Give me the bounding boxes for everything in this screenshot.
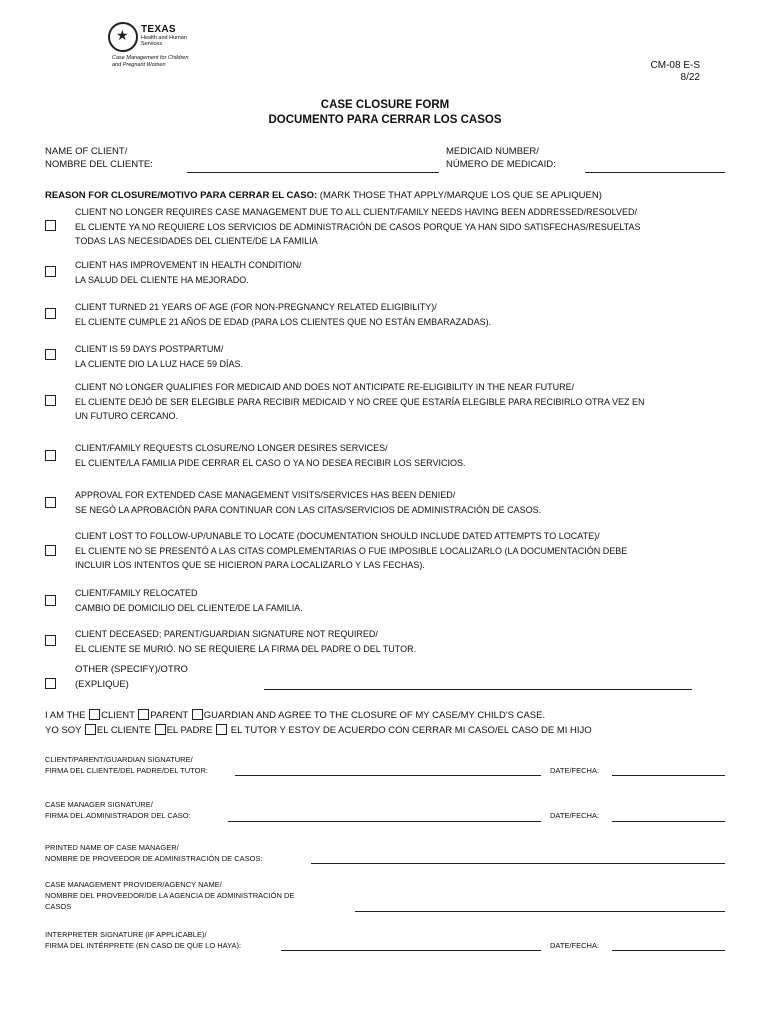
client-name-label-es: NOMBRE DEL CLIENTE:	[45, 159, 153, 170]
parent-checkbox[interactable]	[138, 709, 149, 720]
client-checkbox[interactable]	[89, 709, 100, 720]
reason-line: CLIENT NO LONGER REQUIRES CASE MANAGEMENT DUE TO ALL CLIENT/FAMILY NEEDS HAVING BEEN ADDRESSED/RESOLVED/	[75, 207, 637, 217]
reason-line: CLIENT HAS IMPROVEMENT IN HEALTH CONDITION/	[75, 260, 302, 270]
checkbox[interactable]	[45, 395, 56, 406]
date-label: DATE/FECHA:	[550, 811, 600, 820]
reason-text	[75, 441, 725, 470]
medicaid-label-es: NÚMERO DE MEDICAID:	[446, 159, 556, 170]
checkbox[interactable]	[45, 678, 56, 689]
hhs-logo	[108, 22, 218, 82]
reason-line: SE NEGÓ LA APROBACIÓN PARA CONTINUAR CON LAS CITAS/SERVICIOS DE ADMINISTRACIÓN DE CASOS.	[75, 504, 542, 515]
date-label: DATE/FECHA:	[550, 941, 600, 950]
reason-text	[75, 342, 725, 371]
interpreter-signature-label	[45, 929, 241, 951]
sig-label-es: NOMBRE DE PROVEEDOR DE ADMINISTRACIÓN DE CASOS:	[45, 854, 263, 863]
case-manager-signature-label	[45, 799, 191, 821]
checkbox[interactable]	[45, 266, 56, 277]
reason-header-note: (MARK THOSE THAT APPLY/MARQUE LOS QUE SE APLIQUEN)	[317, 190, 602, 201]
form-title-es: DOCUMENTO PARA CERRAR LOS CASOS	[268, 114, 502, 126]
sig-label-en: CASE MANAGEMENT PROVIDER/AGENCY NAME/	[45, 880, 222, 889]
logo-program	[112, 55, 188, 69]
reason-line: CLIENT IS 59 DAYS POSTPARTUM/	[75, 344, 224, 354]
reason-line: APPROVAL FOR EXTENDED CASE MANAGEMENT VISITS/SERVICES HAS BEEN DENIED/	[75, 490, 456, 500]
reason-line: LA CLIENTE DIO LA LUZ HACE 59 DÍAS.	[75, 358, 244, 369]
sig-label-en: INTERPRETER SIGNATURE (IF APPLICABLE)/	[45, 930, 207, 939]
reason-line: UN FUTURO CERCANO.	[75, 411, 178, 421]
reason-text	[75, 205, 725, 249]
checkbox[interactable]	[45, 349, 56, 360]
reason-line: EL CLIENTE SE MURIÓ. NO SE REQUIERE LA FIRMA DEL PADRE O DEL TUTOR.	[75, 643, 417, 654]
interpreter-signature-field[interactable]	[281, 950, 541, 951]
padre-checkbox[interactable]	[155, 724, 166, 735]
client-name-label-en: NAME OF CLIENT/	[45, 146, 128, 157]
provider-name-field[interactable]	[355, 911, 725, 912]
reason-line: CLIENT TURNED 21 YEARS OF AGE (FOR NON-PREGNANCY RELATED ELIGIBILITY)/	[75, 302, 437, 312]
reason-line: CLIENT/FAMILY RELOCATED	[75, 588, 198, 598]
sig-label-es: FIRMA DEL CLIENTE/DEL PADRE/DEL TUTOR:	[45, 766, 208, 775]
other-specify-field[interactable]	[264, 689, 692, 690]
logo-title: TEXAS	[141, 24, 176, 35]
client-name-field[interactable]	[187, 172, 439, 173]
interpreter-date-field[interactable]	[612, 950, 725, 951]
sig-label-en: CASE MANAGER SIGNATURE/	[45, 800, 153, 809]
reason-line: CLIENT LOST TO FOLLOW-UP/UNABLE TO LOCATE (DOCUMENTATION SHOULD INCLUDE DATED ATTEMPTS TO LOCATE)/	[75, 531, 600, 541]
checkbox[interactable]	[45, 450, 56, 461]
ack-parent-label: PARENT	[150, 710, 191, 721]
sig-label-es: NOMBRE DEL PROVEEDOR/DE LA AGENCIA DE ADMINISTRACIÓN DE	[45, 891, 295, 900]
client-signature-label	[45, 754, 208, 776]
sig-label-es-2: CASOS	[45, 902, 72, 911]
reason-line: CLIENT NO LONGER QUALIFIES FOR MEDICAID AND DOES NOT ANTICIPATE RE-ELIGIBILITY IN THE NEAR FUTURE/	[75, 382, 575, 392]
reason-line: LA SALUD DEL CLIENTE HA MEJORADO.	[75, 274, 249, 285]
provider-name-label	[45, 879, 294, 912]
printed-name-field[interactable]	[311, 863, 725, 864]
reason-line: OTHER (SPECIFY)/OTRO	[75, 664, 188, 675]
logo-line-2: Services	[141, 41, 163, 47]
sig-label-es: FIRMA DEL ADMINISTRADOR DEL CASO:	[45, 811, 191, 820]
checkbox[interactable]	[45, 497, 56, 508]
reason-text	[75, 258, 725, 287]
ack-prefix: I AM THE	[45, 710, 89, 721]
form-title-en: CASE CLOSURE FORM	[320, 99, 450, 111]
reason-line: EL CLIENTE DEJÓ DE SER ELEGIBLE PARA RECIBIR MEDICAID Y NO CREE QUE ESTARÍA ELEGIBLE PARA RECIBIRLO OTRA VEZ EN	[75, 396, 645, 407]
ack-guardian-label: EL TUTOR Y ESTOY DE ACUERDO CON CERRAR MI CASO/EL CASO DE MI HIJO	[228, 725, 592, 736]
client-signature-field[interactable]	[235, 775, 541, 776]
form-number-code: CM-08 E-S	[650, 60, 700, 71]
reason-line: EL CLIENTE NO SE PRESENTÓ A LAS CITAS COMPLEMENTARIAS O FUE IMPOSIBLE LOCALIZARLO (LA DOCUMENTACIÓN DEBE	[75, 545, 628, 556]
ack-client-label: CLIENT	[101, 710, 138, 721]
ack-prefix: YO SOY	[45, 725, 84, 736]
cliente-checkbox[interactable]	[85, 724, 96, 735]
reason-line: CLIENT/FAMILY REQUESTS CLOSURE/NO LONGER DESIRES SERVICES/	[75, 443, 388, 453]
logo-agency	[141, 35, 187, 47]
logo-sub-2: and Pregnant Women	[112, 62, 166, 68]
reason-line: CLIENT DECEASED; PARENT/GUARDIAN SIGNATURE NOT REQUIRED/	[75, 629, 378, 639]
medicaid-number-label	[446, 145, 556, 171]
reason-text	[75, 586, 725, 615]
reason-header	[45, 190, 602, 201]
tutor-checkbox[interactable]	[216, 724, 227, 735]
ack-parent-label: EL PADRE	[166, 725, 216, 736]
reason-text	[75, 529, 725, 573]
ack-english	[45, 708, 545, 723]
reason-text	[75, 488, 725, 517]
reason-text	[75, 380, 725, 424]
medicaid-number-field[interactable]	[585, 172, 725, 173]
checkbox[interactable]	[45, 545, 56, 556]
form-number	[651, 60, 700, 84]
sig-label-es: FIRMA DEL INTÉRPRETE (EN CASO DE QUE LO HAYA):	[45, 941, 242, 950]
logo-line-1: Health and Human	[141, 35, 187, 41]
logo-sub-1: Case Management for Children	[112, 55, 189, 61]
reason-text	[75, 662, 725, 692]
case-manager-signature-field[interactable]	[228, 821, 541, 822]
reason-header-bold: REASON FOR CLOSURE/MOTIVO PARA CERRAR EL CASO:	[45, 190, 318, 201]
checkbox[interactable]	[45, 595, 56, 606]
case-manager-date-field[interactable]	[612, 821, 725, 822]
ack-client-label: EL CLIENTE	[96, 725, 154, 736]
reason-line: EL CLIENTE CUMPLE 21 AÑOS DE EDAD (PARA LOS CLIENTES QUE NO ESTÁN EMBARAZADAS).	[75, 316, 492, 327]
reason-line: INCLUIR LOS INTENTOS QUE SE HICIERON PARA LOCALIZARLO Y LAS FECHAS).	[75, 560, 425, 570]
checkbox[interactable]	[45, 308, 56, 319]
reason-line: EL CLIENTE/LA FAMILIA PIDE CERRAR EL CASO O YA NO DESEA RECIBIR LOS SERVICIOS.	[75, 457, 466, 468]
sig-label-en: PRINTED NAME OF CASE MANAGER/	[45, 843, 179, 852]
ack-guardian-label: GUARDIAN AND AGREE TO THE CLOSURE OF MY CASE/MY CHILD'S CASE.	[203, 710, 546, 721]
date-label: DATE/FECHA:	[550, 766, 600, 775]
reason-line: TODAS LAS NECESIDADES DEL CLIENTE/DE LA FAMILIA	[75, 236, 318, 246]
client-date-field[interactable]	[612, 775, 725, 776]
reason-text	[75, 627, 725, 656]
reason-text	[75, 300, 725, 329]
checkbox[interactable]	[45, 220, 56, 231]
form-date: 8/22	[680, 72, 700, 83]
medicaid-label-en: MEDICAID NUMBER/	[446, 146, 539, 157]
reason-line: (EXPLIQUE)	[75, 679, 129, 690]
texas-seal-icon	[108, 22, 138, 52]
client-name-label	[45, 145, 153, 171]
guardian-checkbox[interactable]	[192, 709, 203, 720]
reason-line: EL CLIENTE YA NO REQUIERE LOS SERVICIOS DE ADMINISTRACIÓN DE CASOS PORQUE YA HAN SIDO SATISFECHAS/RESUELTAS	[75, 221, 641, 232]
sig-label-en: CLIENT/PARENT/GUARDIAN SIGNATURE/	[45, 755, 193, 764]
reason-line: CAMBIO DE DOMICILIO DEL CLIENTE/DE LA FAMILIA.	[75, 602, 303, 613]
printed-name-label	[45, 842, 263, 864]
ack-spanish	[45, 723, 592, 738]
checkbox[interactable]	[45, 635, 56, 646]
